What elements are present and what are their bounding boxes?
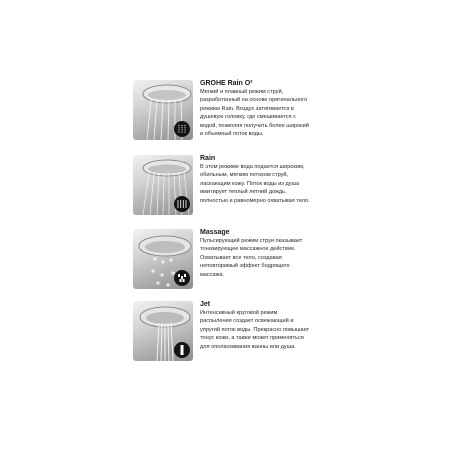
mode-line: распыления создает освежающий и	[200, 318, 294, 325]
mode-line: тонизирующее массажное действие.	[200, 246, 296, 253]
spray-mode-rain	[133, 155, 433, 215]
mode-title: Rain	[200, 155, 216, 162]
shower-head-photo	[133, 155, 193, 215]
mode-line: Пульсирующий режим струи оказывает	[200, 238, 303, 244]
mode-line: тонус кожи, а также может применяться	[200, 335, 304, 342]
rain-spray-icon	[174, 196, 190, 212]
mode-line: водой, позволяя получить более широкий	[200, 122, 309, 129]
mode-line: ласкающим кожу. Поток воды из душа	[200, 180, 300, 187]
description-block	[200, 228, 440, 279]
mode-line: и объемный поток воды.	[200, 131, 264, 138]
rain-o2-spray-icon	[174, 121, 190, 137]
mode-line: В этом режиме вода подается широким,	[200, 164, 305, 170]
shower-head-photo	[133, 301, 193, 361]
jet-spray-icon	[174, 342, 190, 358]
mode-line: Охватывает все тело, создавая	[200, 254, 282, 261]
spray-mode-rain-o2	[133, 80, 433, 140]
mode-line: режима Rain. Воздух затягивается в	[200, 105, 294, 112]
shower-head-photo	[133, 80, 193, 140]
description-block	[200, 154, 440, 205]
mode-line: неповторимый эффект бодрящего	[200, 263, 290, 270]
mode-line: обильным, мягким потоком струй,	[200, 172, 289, 179]
mode-title: Jet	[200, 301, 211, 308]
massage-spray-icon	[174, 270, 190, 286]
description-block	[200, 79, 440, 138]
mode-line: Интенсивный круговой режим	[200, 310, 278, 316]
mode-title: Massage	[200, 229, 230, 236]
mode-line: имитирует теплый летний дождь,	[200, 189, 287, 196]
mode-line: разработанный на основе оригинального	[200, 97, 308, 104]
mode-line: Мягкий и плавный режим струй,	[200, 89, 284, 95]
mode-line: полностью и равномерно охватывая тело.	[200, 197, 310, 204]
spray-mode-jet	[133, 301, 433, 361]
mode-line: душевую головку, где смешивается с	[200, 114, 296, 121]
description-block	[200, 300, 440, 351]
mode-line: массажа.	[200, 271, 225, 278]
spray-mode-massage	[133, 229, 433, 289]
mode-title: GROHE Rain O²	[200, 80, 253, 87]
mode-line: упругий поток воды. Прекрасно повышает	[200, 326, 310, 333]
shower-head-photo	[133, 229, 193, 289]
mode-line: для ополаскивания ванны или душа.	[200, 343, 296, 350]
